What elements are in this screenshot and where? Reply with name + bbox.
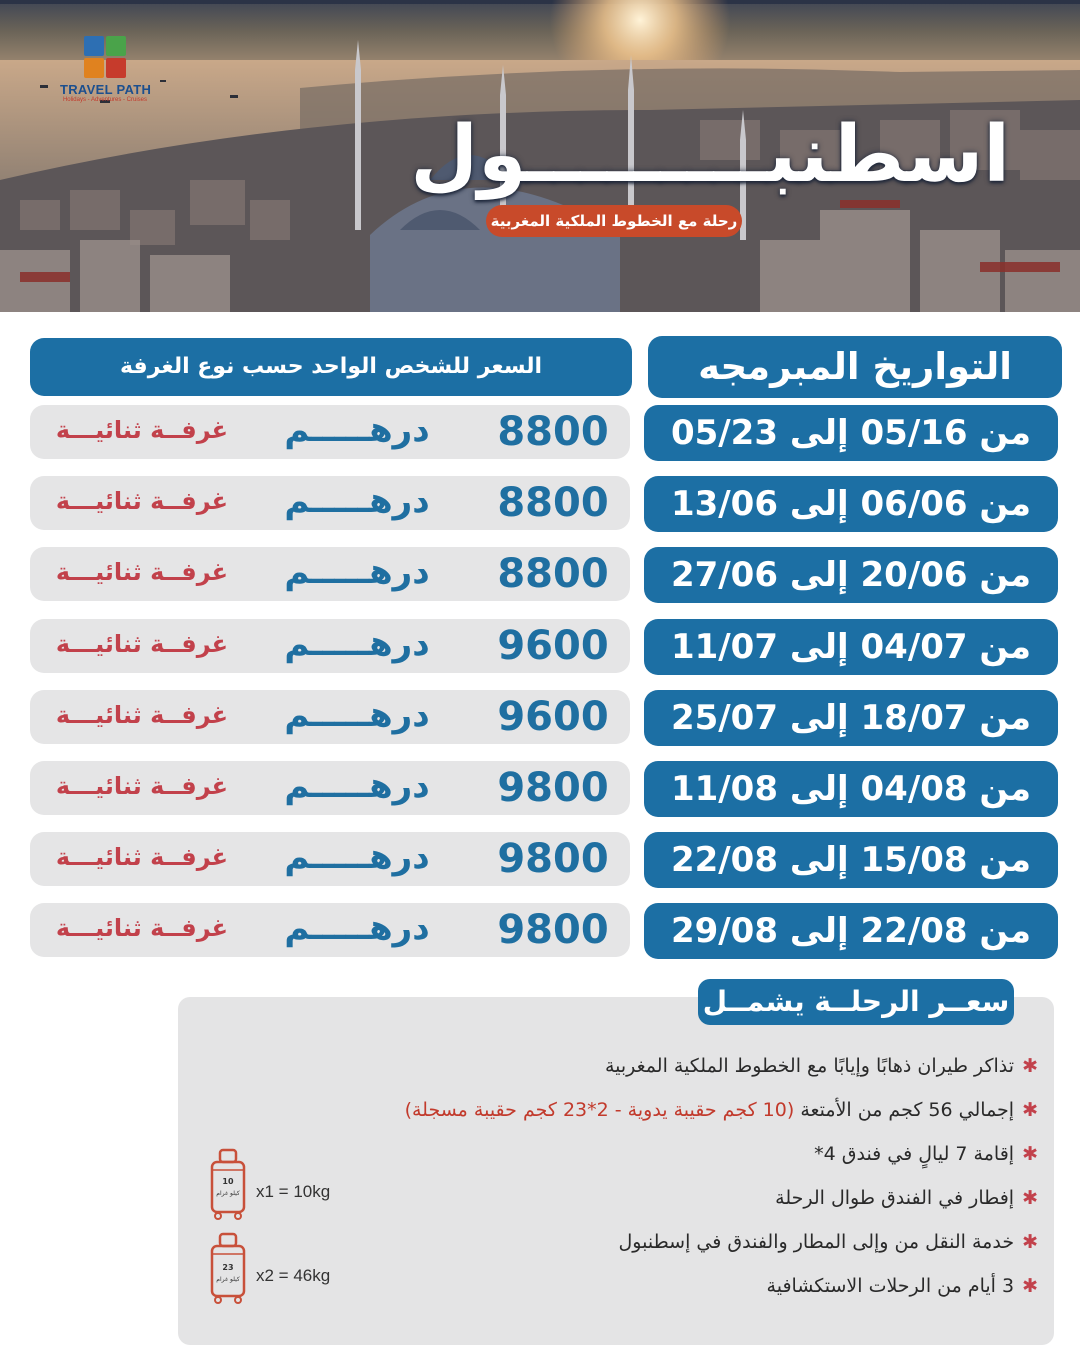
price-currency: درهـــــم [284,694,430,735]
dates-column-header: التواريخ المبرمجه [648,336,1062,398]
date-cell [644,832,1058,888]
price-amount: 8800 [497,480,609,527]
include-text: إجمالي 56 كجم من الأمتعة [800,1099,1015,1121]
suitcase-icon [208,1232,248,1304]
date-cell [644,690,1058,746]
brand-tagline: Holidays - Adventures - Cruises [62,97,148,103]
include-text: خدمة النقل من وإلى المطار والفندق في إسطنبول [618,1231,1015,1253]
date-range: من 22/08 إلى 29/08 [670,911,1032,952]
date-range: من 04/07 إلى 11/07 [670,626,1032,667]
price-cell [30,832,630,886]
list-item [404,1092,1038,1136]
asterisk-icon: ✱ [1022,1143,1038,1165]
room-type: غرفــة ثنائيـــة [55,700,229,729]
room-type: غرفــة ثنائيـــة [55,771,229,800]
list-item [418,1268,1038,1312]
price-column-header: السعر للشخص الواحد حسب نوع الغرفة [30,338,632,396]
bag-weight-number: 23 [222,1263,234,1272]
room-type: غرفــة ثنائيـــة [55,629,229,658]
asterisk-icon: ✱ [1022,1055,1038,1077]
price-amount: 8800 [497,551,609,598]
price-amount: 9600 [497,693,609,740]
price-currency: درهـــــم [284,908,430,949]
hero-banner [0,0,1080,312]
asterisk-icon: ✱ [1022,1187,1038,1209]
list-item [418,1048,1038,1092]
schedule-row [0,688,1080,759]
bag-weight-unit: كيلو غرام [216,1276,240,1283]
include-text: إقامة 7 ليالٍ في فندق 4* [814,1143,1015,1165]
date-cell [644,619,1058,675]
price-amount: 9800 [497,764,609,811]
asterisk-icon: ✱ [1022,1231,1038,1253]
travel-path-logo [60,36,150,120]
date-range: من 18/07 إلى 25/07 [670,697,1032,738]
price-amount: 9800 [497,836,609,883]
brand-name: TRAVEL PATH [60,82,152,97]
price-cell [30,476,630,530]
date-range: من 04/08 إلى 11/08 [670,768,1032,809]
room-type: غرفــة ثنائيـــة [55,558,229,587]
schedule-row [0,901,1080,972]
date-range: من 05/16 إلى 05/23 [670,413,1032,453]
checked-baggage [208,1232,408,1312]
date-range: من 15/08 إلى 22/08 [670,840,1032,881]
date-range: من 06/06 إلى 13/06 [670,484,1032,525]
date-cell [644,903,1058,959]
price-currency: درهـــــم [284,837,430,878]
schedule-row [0,617,1080,688]
price-amount: 9600 [497,622,609,669]
includes-list [404,1048,1038,1312]
logo-icon [60,36,150,78]
price-cell [30,903,630,957]
price-cell [30,690,630,744]
list-item [418,1224,1038,1268]
include-highlight: (10 كجم حقيبة يدوية - 2*23 كجم حقيبة مسجلة) [404,1099,795,1121]
price-currency: درهـــــم [284,410,430,450]
asterisk-icon: ✱ [1022,1099,1038,1121]
include-text: تذاكر طيران ذهابًا وإيابًا مع الخطوط الملكية المغربية [604,1055,1015,1077]
price-currency: درهـــــم [284,481,430,522]
price-cell [30,761,630,815]
include-text: 3 أيام من الرحلات الاستكشافية [766,1275,1015,1297]
price-amount: 8800 [497,409,609,455]
schedule-row [0,545,1080,616]
room-type: غرفــة ثنائيـــة [55,843,229,872]
checked-label: x2 = 46kg [256,1266,331,1285]
airline-subtitle: رحلة مع الخطوط الملكية المغربية [486,205,742,237]
date-range: من 20/06 إلى 27/06 [670,555,1032,596]
price-currency: درهـــــم [284,623,430,664]
room-type: غرفــة ثنائيـــة [55,416,229,444]
includes-title: سعــر الرحلــة يشمــل [698,979,1014,1025]
schedule-row [0,474,1080,545]
price-currency: درهـــــم [284,765,430,806]
list-item [418,1180,1038,1224]
include-text: إفطار في الفندق طوال الرحلة [775,1187,1015,1209]
price-currency: درهـــــم [284,552,430,593]
date-cell [644,547,1058,603]
price-amount: 9800 [497,907,609,954]
carry-on-baggage [208,1148,408,1228]
room-type: غرفــة ثنائيـــة [55,487,229,516]
schedule-table [0,403,1080,973]
date-cell [644,761,1058,817]
price-cell [30,547,630,601]
list-item [418,1136,1038,1180]
date-cell [644,476,1058,532]
bag-weight-number: 10 [222,1177,234,1186]
city-title: اسطنبـــــــــول [410,110,1010,200]
carry-on-label: x1 = 10kg [256,1182,331,1201]
schedule-row [0,830,1080,901]
price-cell [30,405,630,459]
price-cell [30,619,630,673]
schedule-row [0,759,1080,830]
date-cell [644,405,1058,461]
asterisk-icon: ✱ [1022,1275,1038,1297]
room-type: غرفــة ثنائيـــة [55,914,229,943]
suitcase-icon [208,1148,248,1220]
schedule-row [0,403,1080,474]
bag-weight-unit: كيلو غرام [216,1190,240,1197]
